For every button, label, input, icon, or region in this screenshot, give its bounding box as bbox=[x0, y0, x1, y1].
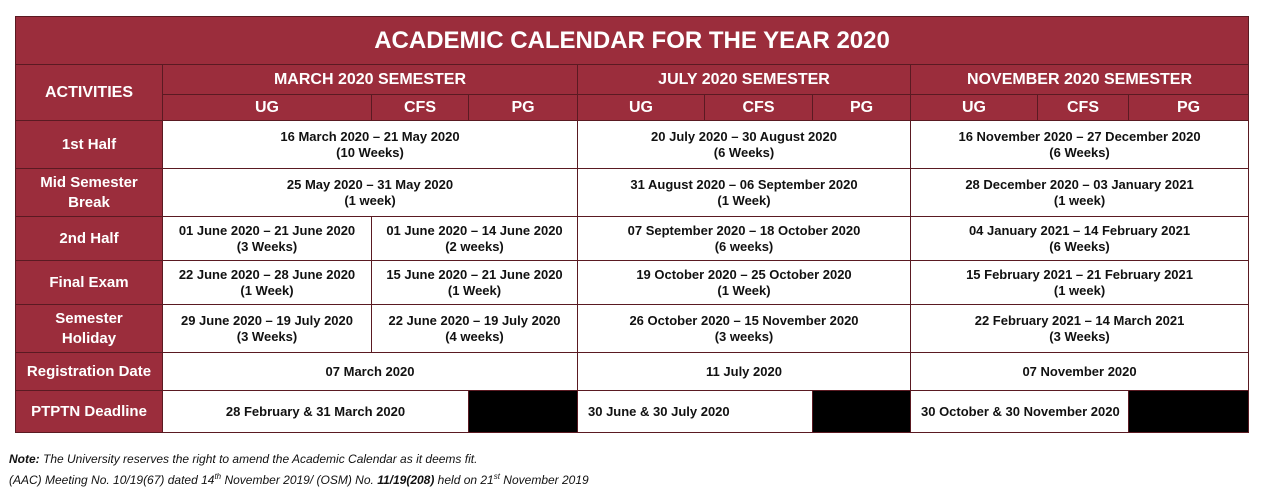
july-final-exam-cell bbox=[578, 261, 911, 305]
duration: (1 week) bbox=[1053, 282, 1106, 298]
date-range: 26 October 2020 – 15 November 2020 bbox=[629, 312, 859, 328]
july-1st-half-cell bbox=[578, 121, 911, 169]
march-cfs-header: CFS bbox=[372, 95, 469, 121]
duration: (4 weeks) bbox=[445, 328, 504, 344]
duration: (3 Weeks) bbox=[236, 238, 298, 254]
table-row bbox=[16, 217, 1249, 261]
meeting-text: November 2019/ (OSM) No. bbox=[221, 473, 378, 487]
march-ug-holiday-cell bbox=[163, 305, 372, 353]
duration: (6 weeks) bbox=[714, 238, 774, 254]
march-pg-ptptn-blocked bbox=[469, 391, 578, 433]
page-title: ACADEMIC CALENDAR FOR THE YEAR 2020 bbox=[16, 17, 1249, 65]
march-ug-2nd-half-cell bbox=[163, 217, 372, 261]
march-cfs-pg-2nd-half-cell bbox=[372, 217, 578, 261]
note-label: Note: bbox=[9, 452, 40, 466]
table-row bbox=[16, 121, 1249, 169]
march-break-cell bbox=[163, 169, 578, 217]
march-cfs-pg-holiday-cell bbox=[372, 305, 578, 353]
november-semester-header: NOVEMBER 2020 SEMESTER bbox=[911, 65, 1249, 95]
march-ptptn-cell: 28 February & 31 March 2020 bbox=[163, 391, 469, 433]
july-semester-header: JULY 2020 SEMESTER bbox=[578, 65, 911, 95]
duration: (1 Week) bbox=[240, 282, 294, 298]
superscript: st bbox=[493, 472, 500, 481]
july-break-cell bbox=[578, 169, 911, 217]
row-label-semester-holiday bbox=[16, 305, 163, 353]
table-row bbox=[16, 169, 1249, 217]
activities-header: ACTIVITIES bbox=[16, 65, 163, 121]
date-range: 15 June 2020 – 21 June 2020 bbox=[386, 266, 563, 282]
july-pg-header: PG bbox=[813, 95, 911, 121]
march-pg-header: PG bbox=[469, 95, 578, 121]
duration: (3 weeks) bbox=[714, 328, 774, 344]
july-registration-cell: 11 July 2020 bbox=[578, 353, 911, 391]
meeting-text: held on 21 bbox=[434, 473, 494, 487]
meeting-text: November 2019 bbox=[499, 473, 589, 487]
row-label-mid-semester-break bbox=[16, 169, 163, 217]
date-range: 16 March 2020 – 21 May 2020 bbox=[280, 128, 460, 144]
duration: (6 Weeks) bbox=[1049, 144, 1110, 160]
july-cfs-header: CFS bbox=[705, 95, 813, 121]
november-1st-half-cell bbox=[911, 121, 1249, 169]
date-range: 19 October 2020 – 25 October 2020 bbox=[636, 266, 852, 282]
july-ptptn-cell: 30 June & 30 July 2020 bbox=[578, 391, 813, 433]
date-range: 04 January 2021 – 14 February 2021 bbox=[968, 222, 1191, 238]
table-row bbox=[16, 391, 1249, 433]
november-ptptn-cell: 30 October & 30 November 2020 bbox=[911, 391, 1129, 433]
november-2nd-half-cell bbox=[911, 217, 1249, 261]
july-pg-ptptn-blocked bbox=[813, 391, 911, 433]
november-break-cell bbox=[911, 169, 1249, 217]
date-range: 28 December 2020 – 03 January 2021 bbox=[965, 176, 1194, 192]
july-ug-header: UG bbox=[578, 95, 705, 121]
duration: (3 Weeks) bbox=[236, 328, 298, 344]
date-range: 31 August 2020 – 06 September 2020 bbox=[630, 176, 858, 192]
november-ug-header: UG bbox=[911, 95, 1038, 121]
march-1st-half-cell bbox=[163, 121, 578, 169]
row-label-registration-date: Registration Date bbox=[16, 353, 163, 391]
date-range: 01 June 2020 – 14 June 2020 bbox=[386, 222, 563, 238]
date-range: 22 February 2021 – 14 March 2021 bbox=[974, 312, 1185, 328]
date-range: 25 May 2020 – 31 May 2020 bbox=[286, 176, 454, 192]
march-cfs-pg-final-exam-cell bbox=[372, 261, 578, 305]
date-range: 29 June 2020 – 19 July 2020 bbox=[180, 312, 353, 328]
date-range: 22 June 2020 – 19 July 2020 bbox=[388, 312, 561, 328]
duration: (1 Week) bbox=[447, 282, 502, 298]
table-row bbox=[16, 261, 1249, 305]
meeting-reference bbox=[9, 468, 589, 489]
date-range: 22 June 2020 – 28 June 2020 bbox=[178, 266, 356, 282]
date-range: 07 September 2020 – 18 October 2020 bbox=[627, 222, 861, 238]
row-label-1st-half: 1st Half bbox=[16, 121, 163, 169]
note-text: The University reserves the right to amend the Academic Calendar as it deems fit. bbox=[39, 452, 478, 466]
july-2nd-half-cell bbox=[578, 217, 911, 261]
duration: (10 Weeks) bbox=[336, 144, 404, 160]
november-holiday-cell bbox=[911, 305, 1249, 353]
table-row bbox=[16, 353, 1249, 391]
meeting-number: 11/19(208) bbox=[377, 473, 435, 487]
row-label-final-exam: Final Exam bbox=[16, 261, 163, 305]
row-label-2nd-half: 2nd Half bbox=[16, 217, 163, 261]
footnote bbox=[9, 450, 589, 489]
date-range: 16 November 2020 – 27 December 2020 bbox=[958, 128, 1201, 144]
duration: (2 weeks) bbox=[445, 238, 504, 254]
duration: (1 Week) bbox=[717, 282, 771, 298]
march-ug-header: UG bbox=[163, 95, 372, 121]
march-registration-cell: 07 March 2020 bbox=[163, 353, 578, 391]
row-label-ptptn-deadline: PTPTN Deadline bbox=[16, 391, 163, 433]
duration: (3 Weeks) bbox=[1049, 328, 1110, 344]
november-pg-ptptn-blocked bbox=[1129, 391, 1249, 433]
march-semester-header: MARCH 2020 SEMESTER bbox=[163, 65, 578, 95]
calendar-table bbox=[15, 16, 1249, 433]
row-label-line: Semester bbox=[55, 309, 123, 327]
november-pg-header: PG bbox=[1129, 95, 1249, 121]
academic-calendar bbox=[15, 16, 1248, 433]
meeting-text: (AAC) Meeting No. 10/19(67) dated 14 bbox=[9, 473, 215, 487]
november-cfs-header: CFS bbox=[1038, 95, 1129, 121]
table-row bbox=[16, 305, 1249, 353]
duration: (1 week) bbox=[344, 192, 396, 208]
november-registration-cell: 07 November 2020 bbox=[911, 353, 1249, 391]
date-range: 01 June 2020 – 21 June 2020 bbox=[178, 222, 356, 238]
date-range: 20 July 2020 – 30 August 2020 bbox=[651, 128, 837, 144]
july-holiday-cell bbox=[578, 305, 911, 353]
duration: (6 Weeks) bbox=[1049, 238, 1110, 254]
row-label-line: Mid Semester bbox=[40, 173, 138, 191]
superscript: th bbox=[214, 472, 222, 481]
note-line bbox=[9, 450, 589, 468]
march-ug-final-exam-cell bbox=[163, 261, 372, 305]
duration: (6 Weeks) bbox=[713, 144, 775, 160]
duration: (1 week) bbox=[1053, 192, 1106, 208]
row-label-line: Break bbox=[68, 193, 110, 211]
date-range: 15 February 2021 – 21 February 2021 bbox=[966, 266, 1193, 282]
row-label-line: Holiday bbox=[61, 329, 117, 347]
november-final-exam-cell bbox=[911, 261, 1249, 305]
duration: (1 Week) bbox=[717, 192, 771, 208]
